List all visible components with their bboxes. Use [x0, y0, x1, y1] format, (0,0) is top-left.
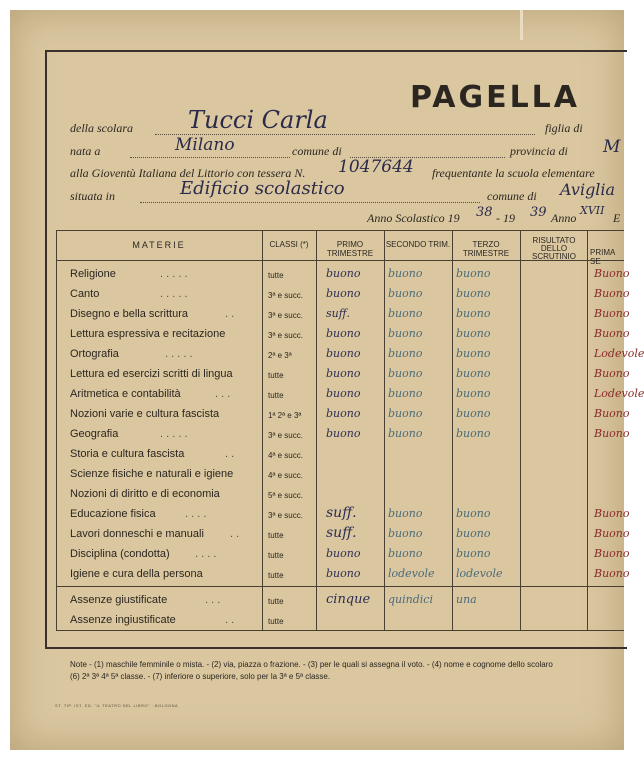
subject-label: Storia e cultura fascista	[70, 448, 185, 460]
subject-label: Nozioni varie e cultura fascista	[70, 408, 220, 420]
class-value: tutte	[268, 271, 284, 280]
grade-t1: buono	[326, 367, 361, 380]
year-end: 39	[530, 205, 547, 220]
label-comune-di-2: comune di	[487, 189, 537, 203]
class-value: tutte	[268, 571, 284, 580]
grade-t2: buono	[388, 547, 423, 560]
grade-first-session: Lodevole	[594, 387, 644, 400]
col-line	[384, 230, 385, 630]
class-value: tutte	[268, 551, 284, 560]
label-anno: Anno	[551, 211, 577, 225]
leader-dots: . . . .	[185, 508, 207, 520]
label-figlia-di: figlia di	[545, 121, 583, 135]
grade-first-session: Buono	[594, 367, 630, 380]
grade-t3: buono	[456, 547, 491, 560]
grade-t1: buono	[326, 287, 361, 300]
grade-t2: buono	[388, 407, 423, 420]
grade-t2: buono	[388, 287, 423, 300]
col-line	[316, 230, 317, 630]
grade-t2: buono	[388, 427, 423, 440]
grade-t1: buono	[326, 567, 361, 580]
birthplace: Milano	[175, 135, 235, 155]
grade-t1: suff.	[326, 525, 357, 541]
subject-label: Educazione fisica	[70, 508, 156, 520]
class-value: tutte	[268, 597, 284, 606]
grade-first-session: Buono	[594, 287, 630, 300]
grade-t2: buono	[388, 347, 423, 360]
leader-dots: . . . . .	[160, 288, 188, 300]
label-anno-scolastico: Anno Scolastico 19	[367, 211, 460, 225]
leader-dots: . . . . .	[160, 268, 188, 280]
grade-first-session: Buono	[594, 427, 630, 440]
class-value: 3ª e succ.	[268, 311, 303, 320]
grade-t3: buono	[456, 387, 491, 400]
grade-t2: buono	[388, 307, 423, 320]
student-name: Tucci Carla	[188, 106, 328, 134]
subject-label: Aritmetica e contabilità	[70, 388, 181, 400]
grade-t2: buono	[388, 387, 423, 400]
anno-value: XVII	[580, 204, 605, 217]
grade-t1: buono	[326, 407, 361, 420]
subject-label: Canto	[70, 288, 100, 300]
col-header-terzo: TERZO TRIMESTRE	[462, 240, 510, 258]
grade-first-session: Lodevole	[594, 347, 644, 360]
grade-t3: buono	[456, 287, 491, 300]
grade-t1: suff.	[326, 505, 357, 521]
province-value: M	[603, 137, 621, 157]
grade-t3: buono	[456, 427, 491, 440]
subject-label: Nozioni di diritto e di economia	[70, 488, 220, 500]
printer-imprint: ST. TIP. IST. ED. "IL TEATRO DEL LIBRO" · BOLOGNA	[55, 703, 179, 708]
subject-label: Lettura espressiva e recitazione	[70, 328, 226, 340]
grade-t2: buono	[388, 267, 423, 280]
label-della-scolara: della scolara	[70, 121, 133, 135]
grade-t3: lodevole	[456, 567, 503, 580]
col-line	[587, 230, 588, 630]
grade-t3: buono	[456, 507, 491, 520]
subject-label: Disciplina (condotta)	[70, 548, 170, 560]
leader-dots: . . . .	[195, 548, 217, 560]
leader-dots: . .	[230, 528, 240, 540]
subject-label: Religione	[70, 268, 116, 280]
grade-t1: buono	[326, 347, 361, 360]
footnote-line-2: (6) 2ª 3ª 4ª 5ª classe. - (7) inferiore o superiore, solo per la 3ª e 5ª classe.	[70, 672, 331, 681]
class-value: tutte	[268, 371, 284, 380]
grade-t2: buono	[388, 367, 423, 380]
class-value: tutte	[268, 531, 284, 540]
grade-t3: buono	[456, 307, 491, 320]
col-header-primo: PRIMO TRIMESTRE	[326, 240, 374, 258]
subject-label: Igiene e cura della persona	[70, 568, 203, 580]
label-provincia-di: provincia di	[510, 144, 568, 158]
class-value: 1ª 2ª e 3ª	[268, 411, 302, 420]
subject-label: Disegno e bella scrittura	[70, 308, 189, 320]
leader-dots: . . . . .	[160, 428, 188, 440]
class-value: 3ª e succ.	[268, 431, 303, 440]
absence-label: Assenze giustificate	[70, 594, 168, 606]
subject-label: Geografia	[70, 428, 119, 440]
grade-t3: buono	[456, 347, 491, 360]
label-comune-di: comune di	[292, 144, 342, 158]
grade-t1: buono	[326, 547, 361, 560]
col-header-classi: CLASSI (*)	[269, 240, 309, 249]
leader-dots: . .	[225, 308, 235, 320]
grade-first-session: Buono	[594, 507, 630, 520]
leader-dots: . . .	[215, 388, 231, 400]
subject-label: Ortografia	[70, 348, 119, 360]
grade-first-session: Buono	[594, 527, 630, 540]
class-value: 4ª e succ.	[268, 451, 303, 460]
grade-t2: lodevole	[388, 567, 435, 580]
col-header-prima: PRIMA SE	[590, 248, 615, 266]
grade-first-session: Buono	[594, 327, 630, 340]
col-line	[262, 230, 263, 630]
class-value: tutte	[268, 391, 284, 400]
table-top-border	[56, 230, 624, 231]
grade-t1: buono	[326, 387, 361, 400]
class-value: tutte	[268, 617, 284, 626]
grade-t2: buono	[388, 507, 423, 520]
grade-t1: buono	[326, 327, 361, 340]
label-frequentante: frequentante la scuola elementare	[432, 166, 595, 180]
class-value: 3ª e succ.	[268, 511, 303, 520]
grade-t1: suff.	[326, 307, 351, 320]
col-header-secondo: SECONDO TRIM.	[385, 240, 451, 249]
tessera-number: 1047644	[338, 157, 414, 177]
absence-t2: quindici	[388, 593, 433, 606]
anno-suffix: E	[613, 211, 621, 225]
class-value: 5ª e succ.	[268, 491, 303, 500]
absence-t3: una	[456, 593, 477, 606]
grade-t3: buono	[456, 267, 491, 280]
label-situata-in: situata in	[70, 189, 116, 203]
subject-label: Scienze fisiche e naturali e igiene	[70, 468, 234, 480]
col-line	[56, 230, 57, 630]
leader-dots: . . .	[205, 594, 221, 606]
subject-label: Lavori donneschi e manuali	[70, 528, 204, 540]
footnote-line-1: Note - (1) maschile femminile o mista. - (2) via, piazza o frazione. - (3) per le quali si assegna il voto. - (4) nome e cognome dello scolaro	[70, 660, 553, 669]
class-value: 2ª e 3ª	[268, 351, 292, 360]
absence-t1: cinque	[326, 592, 371, 607]
absence-label: Assenze ingiustificate	[70, 614, 176, 626]
grade-t3: buono	[456, 367, 491, 380]
grade-first-session: Buono	[594, 407, 630, 420]
table-absence-border	[56, 586, 624, 587]
leader-dots: . .	[225, 614, 235, 626]
year-dash: - 19	[496, 211, 515, 225]
class-value: 3ª e succ.	[268, 291, 303, 300]
year-start: 38	[476, 205, 493, 220]
grade-t1: buono	[326, 427, 361, 440]
grade-first-session: Buono	[594, 267, 630, 280]
comune-value: Aviglia	[560, 180, 616, 199]
grade-t1: buono	[326, 267, 361, 280]
grade-t3: buono	[456, 327, 491, 340]
leader-dots: . . . . .	[165, 348, 193, 360]
table-bottom-border	[56, 630, 624, 631]
col-line	[452, 230, 453, 630]
grade-t3: buono	[456, 527, 491, 540]
grade-first-session: Buono	[594, 567, 630, 580]
label-gioventu: alla Gioventù Italiana del Littorio con tessera N.	[70, 166, 306, 180]
birthplace-line	[130, 157, 290, 158]
location-line	[140, 202, 480, 203]
grade-t3: buono	[456, 407, 491, 420]
grade-first-session: Buono	[594, 547, 630, 560]
grade-first-session: Buono	[594, 307, 630, 320]
col-header-risultato: RISULTATO DELLO SCRUTINIO	[532, 236, 576, 261]
class-value: 3ª e succ.	[268, 331, 303, 340]
grade-t2: buono	[388, 327, 423, 340]
col-line	[520, 230, 521, 630]
page-title: PAGELLA	[410, 80, 581, 115]
col-header-materie: MATERIE	[132, 240, 186, 250]
class-value: 4ª e succ.	[268, 471, 303, 480]
leader-dots: . .	[225, 448, 235, 460]
school-location: Edificio scolastico	[180, 178, 345, 199]
label-nata-a: nata a	[70, 144, 101, 158]
grade-t2: buono	[388, 527, 423, 540]
subject-label: Lettura ed esercizi scritti di lingua	[70, 368, 233, 380]
